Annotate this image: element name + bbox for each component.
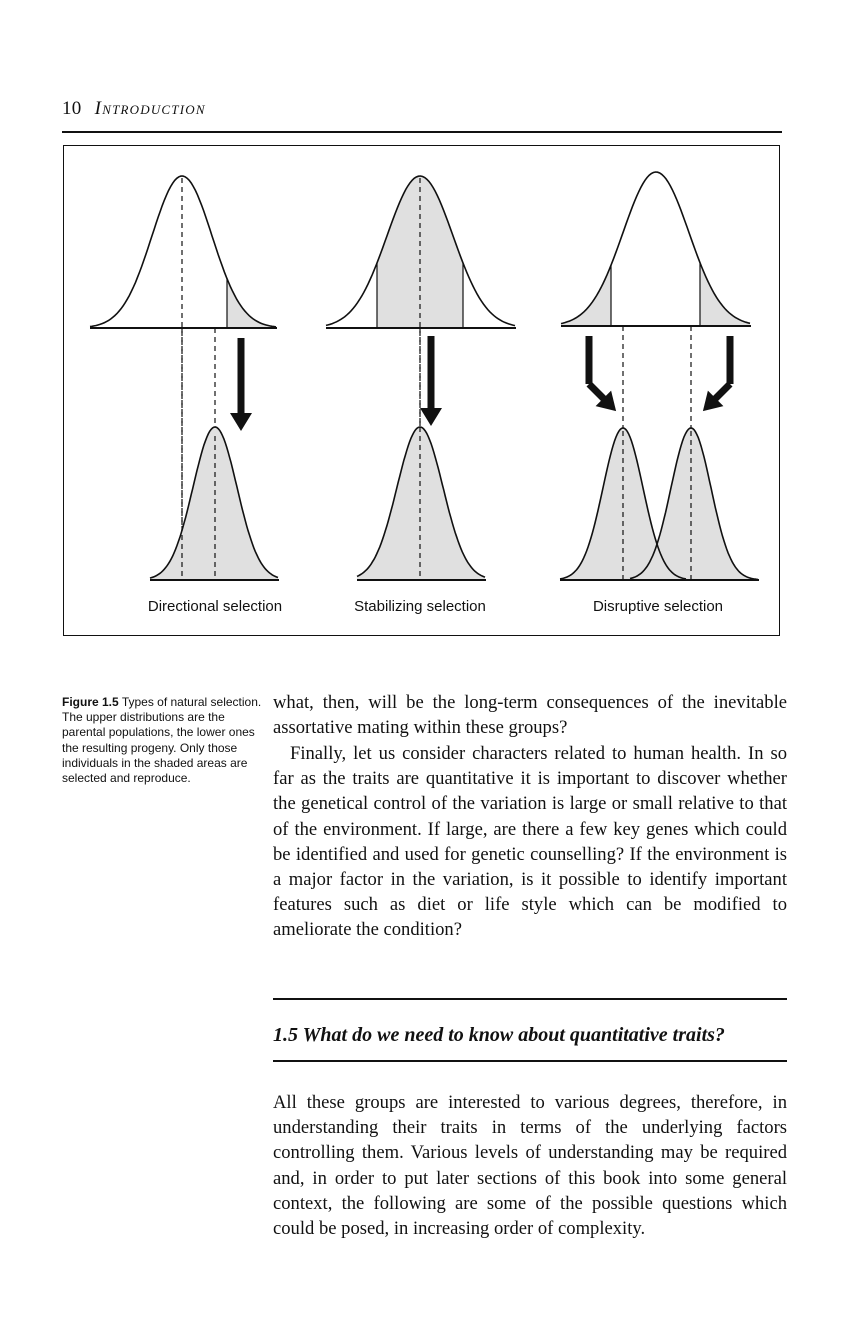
caption-text: Types of natural selection. The upper distributions are the parental populations, the lower ones the resulting progeny. Only those individuals in the shaded areas are selected and reproduce. <box>62 695 262 786</box>
header-rule <box>62 131 782 133</box>
figure-caption <box>62 695 262 786</box>
disruptive-right-selected-area <box>700 263 750 326</box>
stabilizing-progeny-fill <box>357 427 485 580</box>
paragraph-1: what, then, will be the long-term consequences of the inevitable assortative mating within these groups? <box>273 692 787 739</box>
label-stabilizing-selection: Stabilizing selection <box>354 598 486 615</box>
running-head <box>62 98 206 120</box>
page-number: 10 <box>62 98 82 119</box>
label-directional-selection: Directional selection <box>147 598 283 615</box>
section-title: 1.5 What do we need to know about quantitative traits? <box>273 1024 725 1046</box>
selection-diagram <box>64 146 781 637</box>
directional-arrow <box>230 338 252 431</box>
paragraph-2: Finally, let us consider characters related to human health. In so far as the traits are quantitative it is important to discover whether the genetical control of the variation is large or small relative to that of the environment. If large, are there a few key genes which could be identified and used for genetic counselling? If the environment is a major factor in the variation, is it possible to identify important features such as diet or life style which can be modified to ameliorate the condition? <box>273 743 787 941</box>
section-name: Introduction <box>94 98 206 119</box>
directional-progeny-fill <box>150 427 278 580</box>
caption-label: Figure 1.5 <box>62 695 119 709</box>
section-rule-top <box>273 998 787 1000</box>
figure-1-5 <box>63 145 780 636</box>
label-disruptive-selection: Disruptive selection <box>592 598 724 615</box>
paragraph-3: All these groups are interested to various degrees, therefore, in understanding their traits in terms of the underlying factors controlling them. Various levels of understanding may be required and, in order to put later sections of this book into some general context, the following are some of the possible questions which could be posed, in increasing order of complexity. <box>273 1092 787 1240</box>
stabilizing-arrow <box>420 336 442 426</box>
disruptive-left-selected-area <box>561 265 611 326</box>
directional-parent-curve <box>90 176 276 327</box>
directional-selected-area <box>227 279 276 328</box>
section-rule-bottom <box>273 1060 787 1062</box>
disruptive-parent-curve <box>561 172 750 324</box>
